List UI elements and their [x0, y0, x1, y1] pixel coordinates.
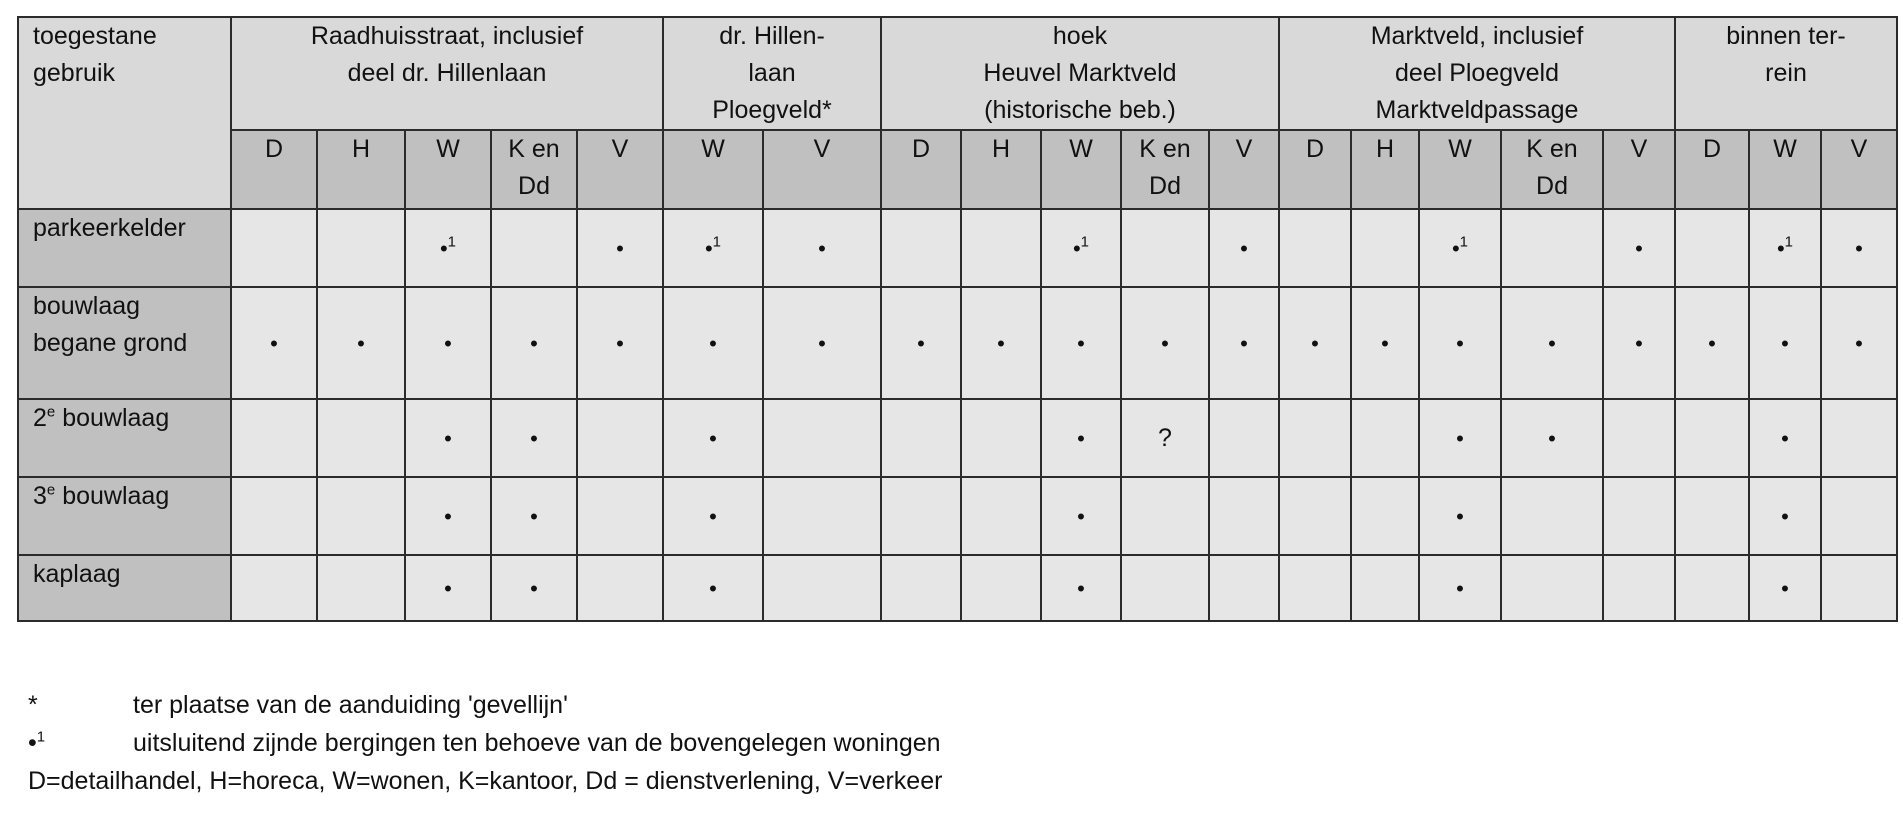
- row-header: [18, 399, 231, 477]
- column-header: [491, 130, 577, 209]
- bullet-mark: •: [1077, 330, 1085, 356]
- table-cell: [1603, 399, 1675, 477]
- table-cell: [317, 287, 405, 399]
- column-header-text: Dd: [518, 172, 550, 200]
- table-cell: [1351, 287, 1419, 399]
- table-cell: [663, 477, 763, 555]
- column-header-text: W: [1773, 135, 1797, 163]
- bullet-mark: •: [1456, 425, 1464, 451]
- table-cell: [763, 209, 881, 287]
- table-cell: [1121, 555, 1209, 621]
- group-header: [231, 17, 663, 130]
- corner-header-text: gebruik: [33, 59, 115, 87]
- column-header-text: W: [701, 135, 725, 163]
- table-cell: [405, 287, 491, 399]
- table-cell: [577, 209, 663, 287]
- column-header: [663, 130, 763, 209]
- table-cell: [663, 209, 763, 287]
- table-cell: [1351, 477, 1419, 555]
- bullet-mark: •: [1456, 330, 1464, 356]
- bullet-mark: •: [1072, 235, 1081, 261]
- bullet-mark: •: [530, 503, 538, 529]
- row-header: [18, 477, 231, 555]
- table-cell: [577, 477, 663, 555]
- group-header-text: deel dr. Hillenlaan: [347, 59, 547, 87]
- legend-notes: [28, 686, 942, 800]
- column-header: [1209, 130, 1279, 209]
- table-cell: [1279, 399, 1351, 477]
- bullet-mark: •: [1077, 425, 1085, 451]
- table-cell: [1603, 287, 1675, 399]
- table-cell: [231, 209, 317, 287]
- note-symbol-char: •: [28, 729, 37, 757]
- column-header-text: V: [611, 135, 629, 163]
- row-header: [18, 555, 231, 621]
- table-cell: [1675, 287, 1749, 399]
- column-header: [1749, 130, 1821, 209]
- note-symbol-char: *: [28, 691, 38, 719]
- table-cell: [881, 477, 961, 555]
- bullet-mark: •: [444, 330, 452, 356]
- table-cell: [1603, 477, 1675, 555]
- footnote-marker: 1: [1784, 233, 1794, 251]
- row-header-text: begane grond: [33, 329, 188, 357]
- group-header-text: Marktveld, inclusief: [1370, 22, 1584, 50]
- column-header-text: Dd: [1149, 172, 1181, 200]
- bullet-mark: •: [1077, 503, 1085, 529]
- table-cell: [961, 287, 1041, 399]
- table-cell: [1603, 555, 1675, 621]
- note-symbol-superscript: 1: [36, 728, 46, 746]
- bullet-mark: •: [530, 575, 538, 601]
- table-cell: [881, 209, 961, 287]
- group-header-text: laan: [748, 59, 796, 87]
- table-cell: [1501, 399, 1603, 477]
- table-row: [18, 209, 1897, 287]
- bullet-mark: •: [1240, 330, 1248, 356]
- bullet-mark: •: [1456, 503, 1464, 529]
- row-header-text: bouwlaag: [55, 404, 170, 432]
- column-header: [763, 130, 881, 209]
- note-line: [28, 686, 942, 724]
- bullet-mark: •: [1855, 235, 1863, 261]
- table-row: [18, 287, 1897, 399]
- bullet-mark: •: [530, 425, 538, 451]
- table-cell: [317, 555, 405, 621]
- bullet-mark: •: [709, 503, 717, 529]
- table-cell: [1279, 209, 1351, 287]
- bullet-mark: •: [357, 330, 365, 356]
- group-header: [1675, 17, 1897, 130]
- table-cell: [1279, 287, 1351, 399]
- usage-table: [17, 16, 1898, 622]
- note-symbol: [28, 724, 133, 762]
- bullet-mark: •: [1161, 330, 1169, 356]
- table-cell: [881, 399, 961, 477]
- row-header-text: bouwlaag: [55, 482, 170, 510]
- group-header-text: Heuvel Marktveld: [983, 59, 1177, 87]
- table-cell: [491, 477, 577, 555]
- table-cell: [231, 477, 317, 555]
- table-cell: [763, 287, 881, 399]
- row-header: [18, 287, 231, 399]
- table-cell: [1821, 555, 1897, 621]
- table-cell: [317, 477, 405, 555]
- table-cell: [1351, 399, 1419, 477]
- column-header-text: H: [1375, 135, 1395, 163]
- table-cell: [1749, 555, 1821, 621]
- column-header-text: W: [1448, 135, 1472, 163]
- table-cell: [881, 287, 961, 399]
- bullet-mark: •: [1548, 330, 1556, 356]
- column-header-text: W: [1069, 135, 1093, 163]
- table-cell: [1821, 287, 1897, 399]
- note-symbol: [28, 686, 133, 724]
- column-header-text: D: [1305, 135, 1325, 163]
- column-header-text: V: [813, 135, 831, 163]
- corner-header: [18, 17, 231, 209]
- table-cell: [1209, 555, 1279, 621]
- table-cell: [1351, 555, 1419, 621]
- column-header: [1675, 130, 1749, 209]
- bullet-mark: •: [704, 235, 713, 261]
- bullet-mark: •: [1381, 330, 1389, 356]
- row-header-text: bouwlaag: [33, 292, 141, 320]
- table-cell: [1821, 477, 1897, 555]
- table-cell: [1419, 209, 1501, 287]
- row-header-superscript: e: [46, 403, 56, 421]
- bullet-mark: •: [1635, 235, 1643, 261]
- column-header: [1419, 130, 1501, 209]
- table-cell: [1675, 555, 1749, 621]
- bullet-mark: •: [917, 330, 925, 356]
- bullet-mark: •: [1708, 330, 1716, 356]
- column-header: [1821, 130, 1897, 209]
- table-cell: [1041, 287, 1121, 399]
- table-cell: [405, 399, 491, 477]
- table-cell: [1041, 209, 1121, 287]
- note-text: uitsluitend zijnde bergingen ten behoeve van de bovengelegen woningen: [133, 729, 941, 757]
- note-line: [28, 762, 942, 800]
- bullet-mark: •: [709, 330, 717, 356]
- bullet-mark: •: [1635, 330, 1643, 356]
- bullet-mark: •: [1781, 575, 1789, 601]
- column-header-text: H: [351, 135, 371, 163]
- table-cell: [1749, 477, 1821, 555]
- column-header: [1603, 130, 1675, 209]
- table-cell: [961, 399, 1041, 477]
- corner-header-text: toegestane: [33, 22, 157, 50]
- group-header-text: Ploegveld*: [712, 96, 832, 124]
- column-header-text: K en: [508, 135, 560, 163]
- table-cell: [961, 477, 1041, 555]
- group-header-text: binnen ter-: [1726, 22, 1846, 50]
- group-header-text: hoek: [1052, 22, 1108, 50]
- column-header-text: D: [264, 135, 284, 163]
- column-header-text: V: [1235, 135, 1253, 163]
- footnote-marker: 1: [712, 233, 722, 251]
- table-cell: [1821, 399, 1897, 477]
- table-cell: [491, 399, 577, 477]
- row-header-text: 3: [33, 482, 47, 510]
- group-header: [1279, 17, 1675, 130]
- table-cell: [491, 209, 577, 287]
- column-header: [317, 130, 405, 209]
- group-header-text: rein: [1765, 59, 1807, 87]
- group-header-text: Marktveldpassage: [1375, 96, 1579, 124]
- table-cell: [1351, 209, 1419, 287]
- table-cell: [405, 209, 491, 287]
- table-cell: [1041, 477, 1121, 555]
- table-cell: [577, 287, 663, 399]
- bullet-mark: •: [1548, 425, 1556, 451]
- table-cell: [1675, 477, 1749, 555]
- table-cell: [1749, 287, 1821, 399]
- note-text: D=detailhandel, H=horeca, W=wonen, K=kantoor, Dd = dienstverlening, V=verkeer: [28, 767, 943, 795]
- row-header-superscript: e: [46, 481, 56, 499]
- table-cell: [763, 399, 881, 477]
- table-cell: [491, 287, 577, 399]
- bullet-mark: •: [530, 330, 538, 356]
- table-cell: [1279, 477, 1351, 555]
- bullet-mark: •: [1855, 330, 1863, 356]
- table-cell: [405, 555, 491, 621]
- table-cell: [1121, 287, 1209, 399]
- bullet-mark: •: [616, 330, 624, 356]
- row-header-text: kaplaag: [33, 560, 121, 588]
- table-cell: [663, 555, 763, 621]
- footnote-marker: 1: [447, 233, 457, 251]
- table-cell: [231, 287, 317, 399]
- bullet-mark: •: [997, 330, 1005, 356]
- bullet-mark: •: [709, 575, 717, 601]
- row-header-text: 2: [33, 404, 47, 432]
- table-cell: [1749, 399, 1821, 477]
- column-header-text: K en: [1526, 135, 1578, 163]
- table-cell: [1419, 477, 1501, 555]
- note-text: ter plaatse van de aanduiding 'gevellijn': [133, 691, 568, 719]
- table-cell: [491, 555, 577, 621]
- bullet-mark: •: [1456, 575, 1464, 601]
- table-cell: [961, 209, 1041, 287]
- table-cell: [1419, 399, 1501, 477]
- bullet-mark: •: [1781, 503, 1789, 529]
- table-cell: [1209, 477, 1279, 555]
- bullet-mark: •: [444, 503, 452, 529]
- column-header: [881, 130, 961, 209]
- table-cell: [1121, 477, 1209, 555]
- column-header-text: V: [1630, 135, 1648, 163]
- bullet-mark: •: [1781, 425, 1789, 451]
- question-mark: ?: [1158, 423, 1172, 452]
- bullet-mark: •: [616, 235, 624, 261]
- group-header-text: Raadhuisstraat, inclusief: [310, 22, 584, 50]
- note-line: [28, 724, 942, 762]
- column-header-text: H: [991, 135, 1011, 163]
- table-cell: [763, 477, 881, 555]
- footnote-marker: 1: [1080, 233, 1090, 251]
- table-cell: [1675, 399, 1749, 477]
- table-cell: [763, 555, 881, 621]
- table-row: [18, 555, 1897, 621]
- table-cell: [1749, 209, 1821, 287]
- bullet-mark: •: [444, 575, 452, 601]
- bullet-mark: •: [439, 235, 448, 261]
- table-cell: [405, 477, 491, 555]
- table-row: [18, 477, 1897, 555]
- table-cell: [317, 209, 405, 287]
- table-row: [18, 399, 1897, 477]
- bullet-mark: •: [1077, 575, 1085, 601]
- row-header: [18, 209, 231, 287]
- column-header-text: D: [1702, 135, 1722, 163]
- column-header: [405, 130, 491, 209]
- bullet-mark: •: [1240, 235, 1248, 261]
- column-header: [577, 130, 663, 209]
- column-header: [1351, 130, 1419, 209]
- column-header: [961, 130, 1041, 209]
- bullet-mark: •: [1781, 330, 1789, 356]
- group-header-text: deel Ploegveld: [1394, 59, 1559, 87]
- column-header-text: V: [1850, 135, 1868, 163]
- column-header-text: K en: [1139, 135, 1191, 163]
- column-header-text: W: [436, 135, 460, 163]
- table-cell: [1419, 287, 1501, 399]
- bullet-mark: •: [1451, 235, 1460, 261]
- table-cell: [881, 555, 961, 621]
- group-header: [881, 17, 1279, 130]
- table-cell: [1279, 555, 1351, 621]
- column-header-text: Dd: [1536, 172, 1568, 200]
- footnote-marker: 1: [1459, 233, 1469, 251]
- table-cell: [1675, 209, 1749, 287]
- table-cell: [1501, 555, 1603, 621]
- table-cell: [577, 555, 663, 621]
- bullet-mark: •: [1776, 235, 1785, 261]
- table-cell: [231, 555, 317, 621]
- column-header: [1279, 130, 1351, 209]
- group-header-text: dr. Hillen-: [719, 22, 825, 50]
- column-header: [1041, 130, 1121, 209]
- bullet-mark: •: [444, 425, 452, 451]
- table-cell: [1209, 209, 1279, 287]
- table-cell: [1121, 399, 1209, 477]
- column-header: [1501, 130, 1603, 209]
- table-cell: [1209, 399, 1279, 477]
- table-cell: [663, 399, 763, 477]
- table-cell: [1501, 287, 1603, 399]
- table-cell: [317, 399, 405, 477]
- table-cell: [1501, 477, 1603, 555]
- group-header-text: (historische beb.): [984, 96, 1176, 124]
- table-cell: [663, 287, 763, 399]
- group-header: [663, 17, 881, 130]
- bullet-mark: •: [1311, 330, 1319, 356]
- table-cell: [1501, 209, 1603, 287]
- table-cell: [961, 555, 1041, 621]
- table-cell: [577, 399, 663, 477]
- table-cell: [1821, 209, 1897, 287]
- table-cell: [231, 399, 317, 477]
- bullet-mark: •: [818, 330, 826, 356]
- column-header: [1121, 130, 1209, 209]
- table-cell: [1419, 555, 1501, 621]
- table-cell: [1209, 287, 1279, 399]
- bullet-mark: •: [270, 330, 278, 356]
- table-cell: [1041, 399, 1121, 477]
- row-header-text: parkeerkelder: [33, 214, 186, 242]
- bullet-mark: •: [709, 425, 717, 451]
- table-cell: [1603, 209, 1675, 287]
- table-cell: [1041, 555, 1121, 621]
- column-header-text: D: [911, 135, 931, 163]
- bullet-mark: •: [818, 235, 826, 261]
- table-cell: [1121, 209, 1209, 287]
- column-header: [231, 130, 317, 209]
